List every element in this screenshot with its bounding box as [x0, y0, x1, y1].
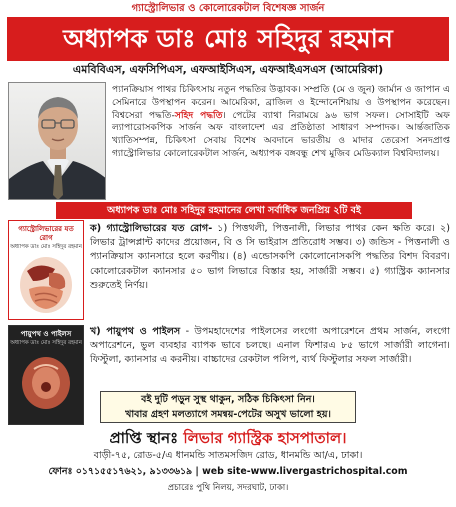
doctor-name-banner: অধ্যাপক ডাঃ মোঃ সহিদুর রহমান	[7, 17, 449, 61]
doctor-photo	[8, 82, 106, 200]
book1-description	[90, 222, 450, 293]
bio-text-1: প্যানক্রিয়াস পাথর চিকিৎসায় নতুন পদ্ধতির উদ্ভাবক। সম্প্রতি (মে ও জুন) জার্মান ও জাপান এ সেমিনারে উপস্থাপন করেন। আমেরিকা, ব্রাজিল ও ইন্দোনেশিয়ায় ও উপস্থাপন করেছেন। বিশ্বসেরা পদ্ধতি-	[112, 84, 450, 121]
website-link[interactable]: | web site-www.livergastrichospital.com	[192, 466, 408, 477]
bio-text-2: । পেটের ব্যাথা নিরাময়ে ৯৬ ভাগ সফল। সোসাইটি অফ ল্যাপারোসকপিক সার্জন অফ বাংলাদেশ এর প্রতিষ্ঠাতা সাধারণ সম্পাদক। আর্ন্তজাতিক খ্যাতিসম্পন্ন, চিকিৎসা সেবায় বিশেষ অবদানে ভারতীয় ও মাদার তেরেসা সনদপ্রাপ্ত গ্যাস্ট্রোলিভার কোলোরেকটাল সার্জন, অধ্যাপক বঙ্গবন্ধু শেখ মুজিব মেডিক্যাল বিশ্ববিদ্যালয়।	[112, 109, 451, 159]
book2-text: - উপমহাদেশের পাইলসের লংগো অপারেশনে প্রথম সার্জন, লংগো অপারেশনে, ভুল ব্যবহার ব্যাপক ভাবে চলছে। এনাল ফিশারএ ৮৫ ভাগে সার্জারী লাগেনা। ফিস্টুলা, ক্যানসার এ করনীয়। বাচ্চাদের রেকটাল পলিপ, ব্যর্থ ফিস্টুলার সফল সার্জারী।	[90, 326, 450, 366]
specialty-line: গ্যাস্ট্রোলিভার ও কোলোরেকটাল বিশেষজ্ঞ সার্জন	[131, 3, 325, 14]
publisher-credit: প্রচারেঃ পুথি নিলয়, সদরঘাট, ঢাকা।	[167, 483, 289, 493]
anatomy-icon	[9, 347, 83, 417]
book2-description	[90, 325, 450, 368]
hospital-address: বাড়ী-৭৫, রোড-৫/এ ধানমন্ডি সাতমসজিদ রোড, ধানমন্ডি আ/এ, ঢাকা।	[93, 450, 363, 461]
book2-cover-title: পায়ুপথ ও পাইলস	[20, 330, 72, 338]
phone-numbers: ফোনঃ ০১৭১৫৫১৭৬২১, ৯১৩৩৬১৯	[48, 466, 193, 477]
available-label: প্রাপ্তি স্থানঃ	[109, 429, 179, 447]
book2-cover-author: অধ্যাপক ডাঃ মোঃ সহিদুর রহমান	[10, 340, 82, 346]
tagline-box	[100, 391, 356, 423]
bio-highlight: সহিদ পদ্ধতি	[174, 109, 223, 121]
book1-cover-title: গ্যাস্ট্রোলিভারের যত রোগ	[18, 225, 74, 242]
availability-line	[0, 428, 456, 448]
tagline-line1: বই দুটি পড়ুন সুস্থ থাকুন, সঠিক চিকিৎসা নিন।	[141, 394, 315, 405]
tagline-line2: খাবার গ্রহণ মলত্যাগে সমন্বয়-পেটের অসুখ ভালো হয়।	[125, 409, 331, 420]
book2-heading: খ) পায়ুপথ ও পাইলস	[90, 326, 181, 337]
books-banner: অধ্যাপক ডাঃ মোঃ সহিদুর রহমানের লেখা সর্বাধিক জনপ্রিয় ২টি বই	[56, 202, 412, 219]
doctor-bio	[112, 84, 450, 161]
book1-cover	[8, 220, 84, 320]
hospital-name: লিভার গ্যাস্ট্রিক হাসপাতাল।	[183, 429, 347, 447]
book1-heading: ক) গ্যাস্ট্রোলিভারের যত রোগ-	[90, 223, 213, 234]
book1-text: ১) পিত্তথলী, পিত্তনালী, লিভার পাথর কেন ক্ষতি করে। ২) লিভার ট্রান্সপ্লান্ট কাদের প্রয়োজন, বি ও সি ভাইরাস প্রতিরোধ সম্ভব। ৩) জন্ডিস - পিত্তনালী ও প্যানক্রিয়াস ক্যানসারে হলে করণীয়। (৪) এন্ডোসকপি কোলোনোসকপি পদ্ধতির বিশদ বিবরণ। কোলোরেকটাল ক্যানসার ৫০ ভাগ লিভারে বিস্তার হয়, সার্জারী সম্ভব। ৫) গ্যাস্ট্রিক ক্যানসার শুরুতেই নির্ণয়।	[90, 223, 450, 291]
qualifications: এমবিবিএস, এফসিপিএস, এফআইসিএস, এফআইএসএস (আমেরিকা)	[72, 63, 384, 76]
book2-cover	[8, 325, 84, 425]
digestive-organs-icon	[9, 251, 83, 320]
book1-cover-author: অধ্যাপক ডাঃ মোঃ সহিদুর রহমান	[10, 244, 82, 250]
contact-line	[4, 465, 452, 479]
